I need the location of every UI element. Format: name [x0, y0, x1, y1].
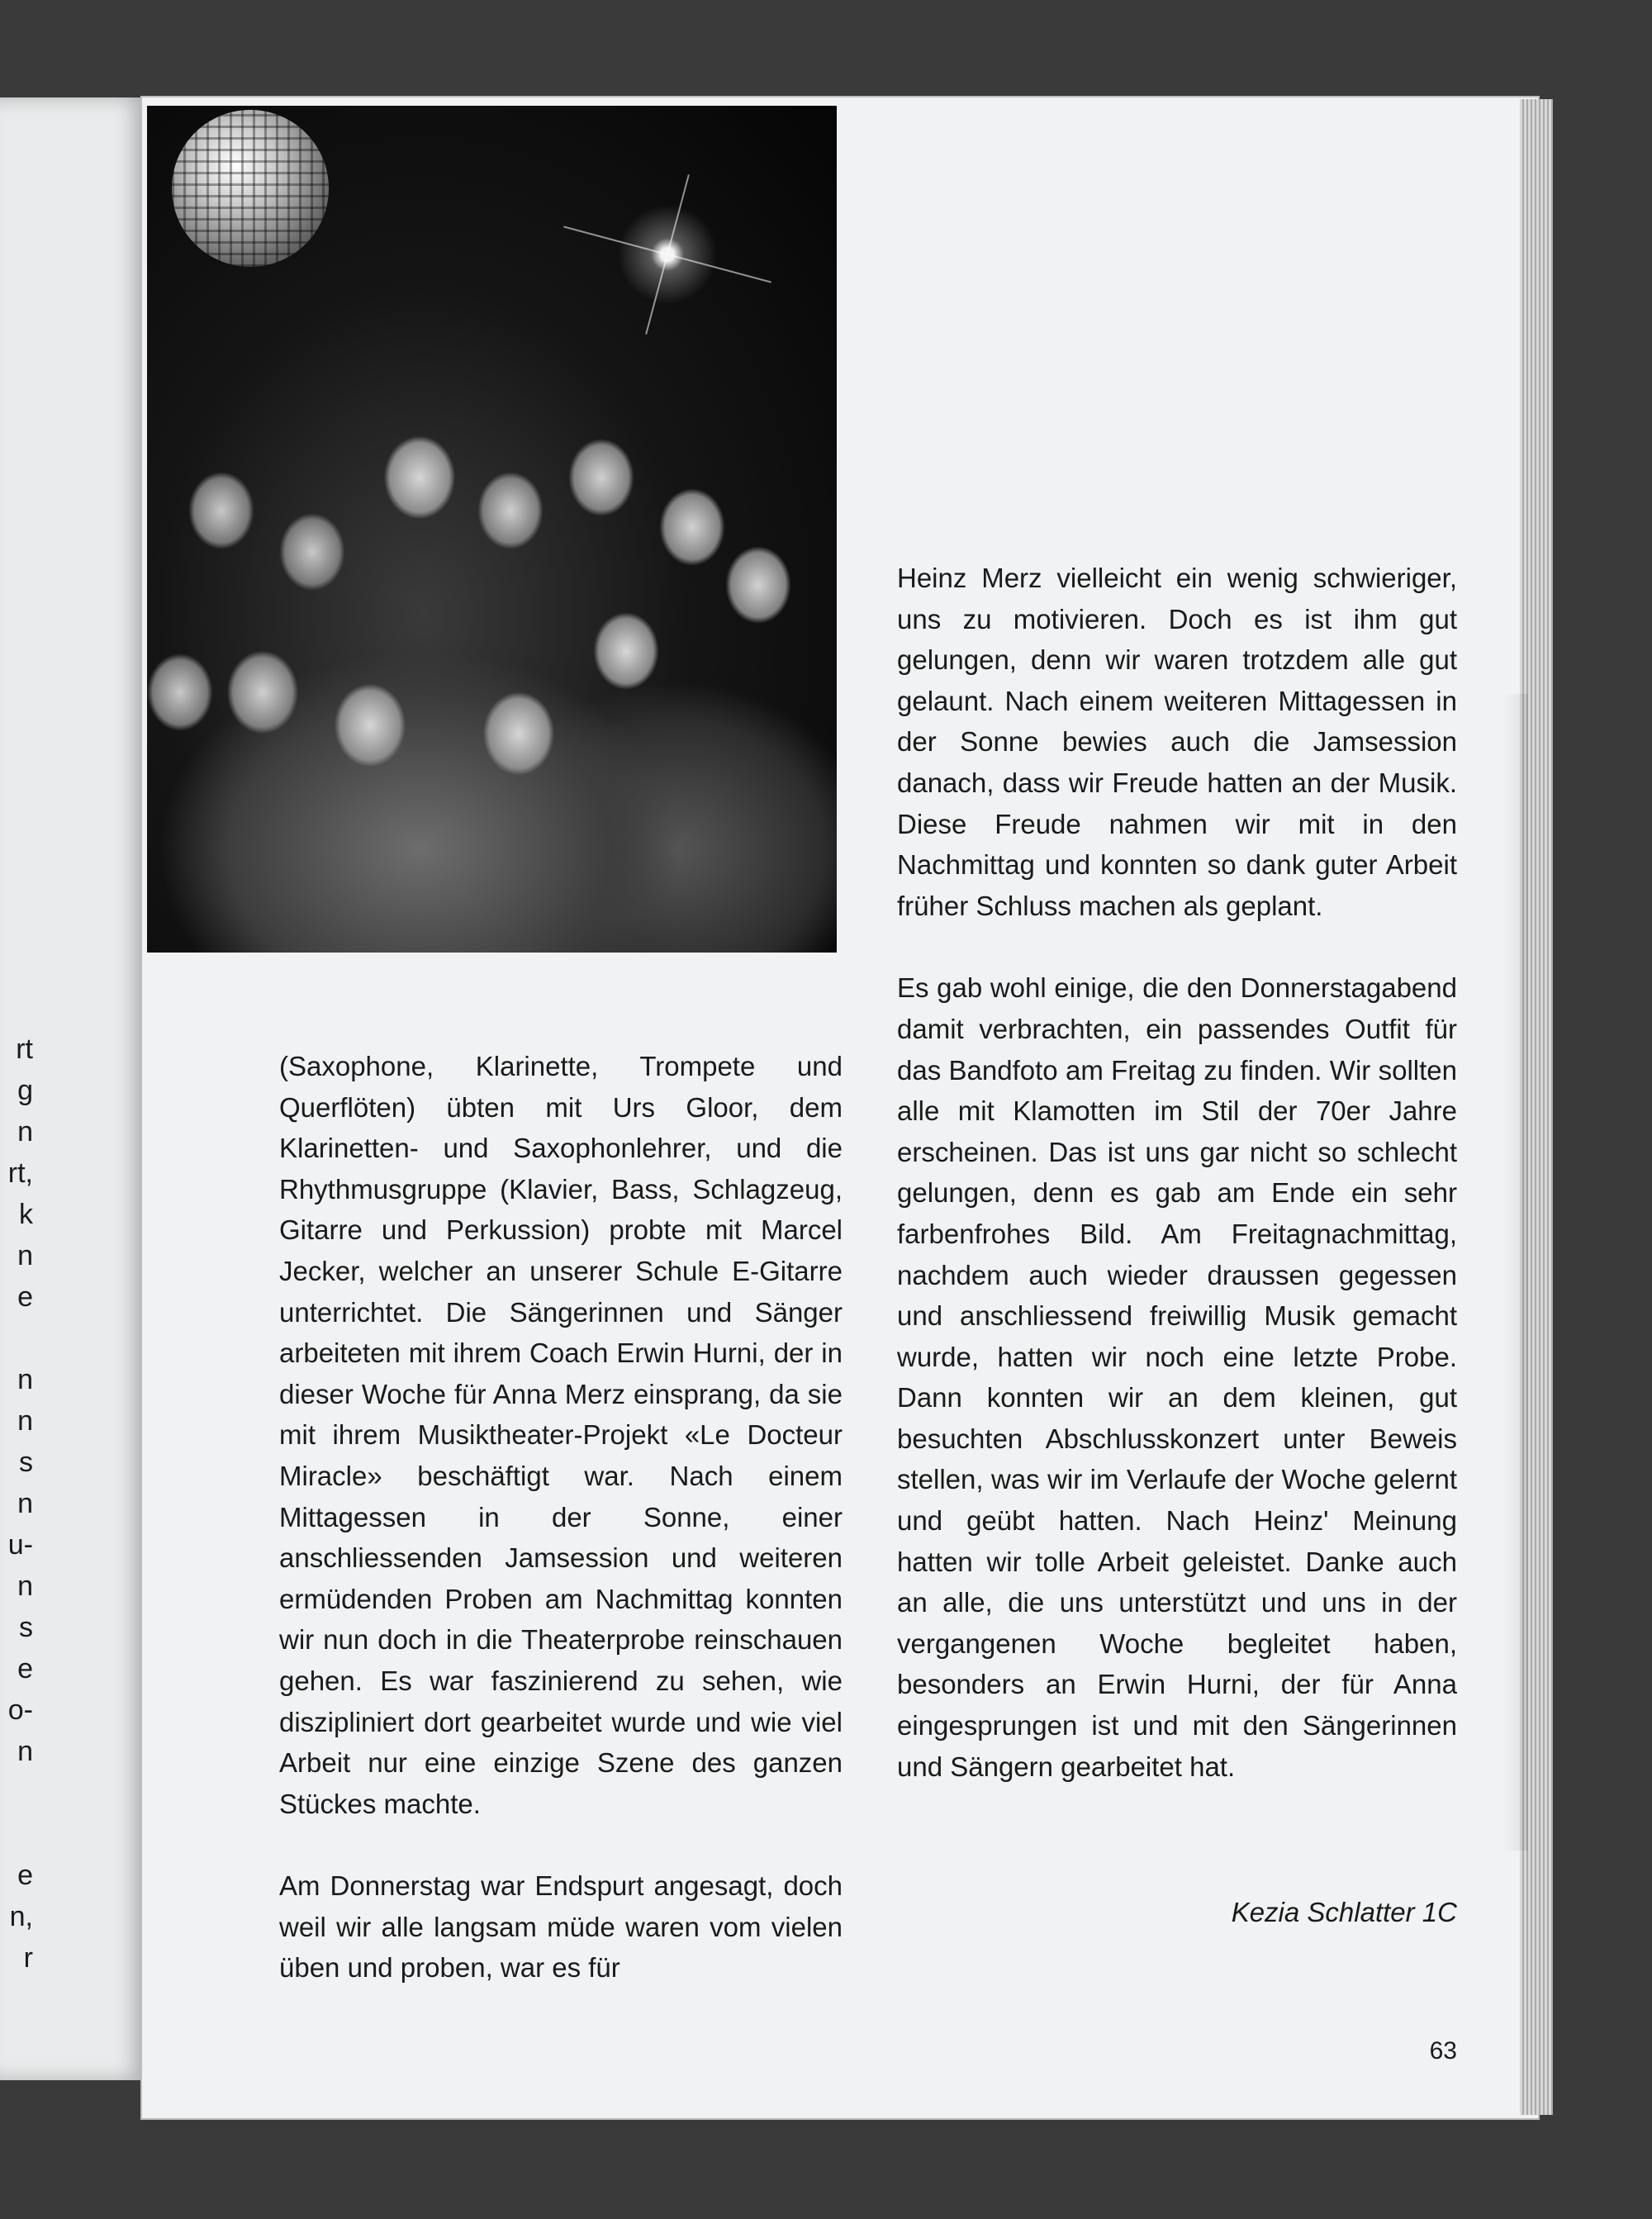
left-fragment: n: [17, 1405, 33, 1437]
left-fragment: n: [17, 1736, 33, 1767]
left-fragment: s: [19, 1447, 33, 1478]
left-fragment: e: [17, 1860, 33, 1891]
left-fragment: rt: [16, 1033, 33, 1065]
left-fragment: n: [17, 1570, 33, 1602]
left-fragment: n: [17, 1364, 33, 1395]
spotlight-flare: [560, 147, 775, 362]
left-fragment: n,: [9, 1901, 33, 1932]
left-fragment: r: [23, 1942, 33, 1974]
right-paragraph-1: Heinz Merz vielleicht ein wenig schwieriger, uns zu motivieren. Doch es ist ihm gut gelungen, denn wir waren trotzdem alle gut gelaunt. Nach einem weiteren Mittagessen in der Sonne bewies auch die Jamsession danach, dass wir Freude hatten an der Musik. Diese Freude nahmen wir mit in den Nachmittag und konnten so dank guter Arbeit früher Schluss machen als geplant.: [897, 563, 1457, 921]
disco-ball: [172, 110, 329, 267]
group-of-students: [147, 420, 837, 953]
page-number: 63: [1429, 2037, 1457, 2065]
left-fragment: [0, 1813, 33, 1855]
left-fragment: s: [19, 1612, 33, 1643]
left-fragment: [0, 1772, 33, 1813]
left-fragment: rt,: [7, 1157, 33, 1189]
left-fragment: e: [17, 1653, 33, 1684]
author-signature: Kezia Schlatter 1C: [1231, 1897, 1457, 1927]
left-fragment: e: [17, 1281, 33, 1313]
left-fragment: g: [17, 1075, 33, 1106]
left-fragment: o-: [7, 1694, 33, 1726]
left-paragraph-1: (Saxophone, Klarinette, Trompete und Querflöten) übten mit Urs Gloor, dem Klarinetten- und Saxophonlehrer, und die Rhythmusgruppe (Klavier, Bass, Schlagzeug, Gitarre und Perkussion) probte mit Marcel Jecker, welcher an unserer Schule E-Gitarre unterrichtet. Die Sängerinnen und Sänger arbeiteten mit ihrem Coach Erwin Hurni, der in dieser Woche für Anna Merz einsprang, da sie mit ihrem Musiktheater-Projekt «Le Docteur Miracle» beschäftigt war. Nach einem Mittagessen in der Sonne, einer anschliessenden Jamsession und weiteren ermüdenden Proben am Nachmittag konnten wir nun doch in die Theaterprobe reinschauen gehen. Es war faszinierend zu sehen, wie diszipliniert dort gearbeitet wurde und wie viel Arbeit nur eine einzige Szene des ganzen Stückes machte.: [279, 1051, 843, 1819]
page-shadow: [1503, 694, 1528, 1851]
left-fragment: n: [17, 1488, 33, 1519]
left-fragment: [0, 1318, 33, 1359]
band-photo: [147, 106, 837, 953]
left-paragraph-2: Am Donnerstag war Endspurt angesagt, doch weil wir alle langsam müde waren vom vielen üben und proben, war es für: [279, 1870, 843, 1984]
right-paragraph-2: Es gab wohl einige, die den Donnerstagabend damit verbrachten, ein passendes Outfit für das Bandfoto am Freitag zu finden. Wir sollten alle mit Klamotten im Stil der 70er Jahre erscheinen. Das ist uns gar nicht so schlecht gelungen, denn es gab am Ende ein sehr farbenfrohes Bild. Am Freitagnachmittag, nachdem auch wieder draussen gegessen und anschliessend freiwillig Musik gemacht wurde, hatten wir noch eine letzte Probe. Dann konnten wir an dem kleinen, gut besuchten Abschlusskonzert unter Beweis stellen, was wir im Verlaufe der Woche gelernt und geübt hatten. Nach Heinz' Meinung hatten wir tolle Arbeit geleistet. Danke auch an alle, die uns unterstützt und uns in der vergangenen Woche begleitet haben, besonders an Erwin Hurni, der für Anna eingesprungen ist und mit den Sängerinnen und Sängern gearbeitet hat.: [897, 972, 1457, 1782]
previous-page-text-fragments: [0, 1029, 33, 1979]
left-fragment: n: [17, 1116, 33, 1148]
left-fragment: u-: [7, 1529, 33, 1561]
article-column-left: [279, 1046, 843, 1989]
article-column-right: [897, 558, 1457, 1787]
left-fragment: n: [17, 1240, 33, 1271]
left-fragment: k: [19, 1199, 33, 1230]
